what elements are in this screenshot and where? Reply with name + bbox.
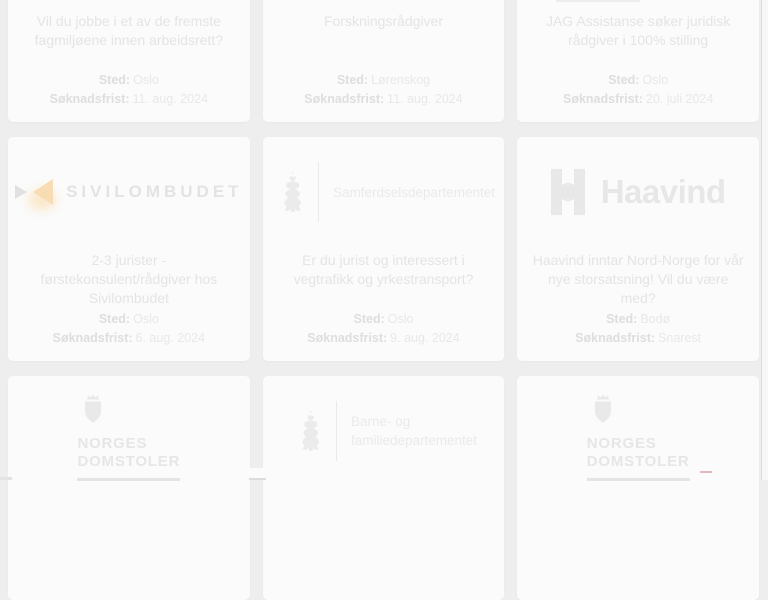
scrollbar-artifact [700,471,712,473]
norges-domstoler-logo [587,393,690,481]
job-location: Sted: Oslo [608,73,669,87]
job-card[interactable] [263,0,505,122]
job-meta [8,310,250,361]
scrollbar-track[interactable] [761,0,768,480]
job-deadline: Søknadsfrist: 11. aug. 2024 [49,92,209,106]
job-meta [517,310,759,361]
job-grid [8,0,759,600]
job-deadline: Søknadsfrist: 20. juli 2024 [563,92,714,106]
court-crest-icon [590,393,616,426]
job-deadline: Søknadsfrist: 9. aug. 2024 [307,331,460,345]
job-card[interactable] [517,137,759,361]
job-title: 2-3 jurister - førstekonsulent/rådgiver hos Sivilombudet [40,252,218,306]
job-location: Sted: Oslo [98,312,159,326]
ministry-wordmark: Samferdselsdepartementet [332,184,496,200]
sivilombudet-logo [15,175,242,209]
company-logo [263,0,505,8]
norges-domstoler-logo [77,393,180,481]
job-title: Haavind inntar Nord-Norge for vår nye storsatsning! Vil du være med? [532,252,744,306]
norwegian-lion-icon [290,410,322,452]
job-deadline: Søknadsfrist: Snarest [575,331,702,345]
logo-divider [336,401,337,461]
job-title: JAG Assistanse søker juridisk rådgiver i 100% stilling [545,13,731,48]
job-meta [517,71,759,122]
job-title: Er du jurist og interessert i vegtrafikk og yrkestransport? [293,252,474,287]
company-logo [8,137,250,247]
job-deadline: Søknadsfrist: 11. aug. 2024 [304,92,463,106]
job-card[interactable] [263,376,505,600]
sivilombudet-arrows-icon [15,175,53,209]
job-card[interactable] [517,0,759,122]
job-location: Sted: Lørenskog [336,73,431,87]
job-card[interactable] [263,137,505,361]
haavind-logo [551,169,726,215]
job-location: Sted: Oslo [98,73,159,87]
domstoler-wordmark-line1: NORGES [77,435,148,452]
job-title: Forskningsrådgiver [323,13,444,29]
sivilombudet-wordmark: SIVILOMBUDET [66,182,243,201]
haavind-wordmark: Haavind [600,173,726,210]
cutoff-logo-remnant [556,0,640,2]
company-logo [8,376,250,486]
job-meta [263,310,505,361]
norwegian-lion-icon [272,171,304,213]
company-logo [8,0,250,8]
job-card[interactable] [517,376,759,600]
job-title: Vil du jobbe i et av de fremste fagmiljøene innen arbeidsrett? [34,13,223,48]
company-logo [263,137,505,247]
domstoler-wordmark-line2: DOMSTOLER [586,453,690,470]
job-location: Sted: Oslo [353,312,414,326]
job-card[interactable] [8,0,250,122]
job-meta [8,71,250,122]
logo-divider [318,162,319,222]
job-location: Sted: Bodø [606,312,671,326]
court-crest-icon [80,393,106,426]
job-card[interactable] [8,376,250,600]
samferdselsdepartementet-logo [272,162,495,222]
job-deadline: Søknadsfrist: 6. aug. 2024 [52,331,206,345]
company-logo [517,137,759,247]
domstoler-wordmark-line2: DOMSTOLER [77,453,181,470]
haavind-h-icon [551,169,585,215]
job-card[interactable] [8,137,250,361]
ministry-wordmark: Barne- og familiedepartementet [350,414,478,448]
company-logo [517,376,759,486]
barne-og-familiedepartementet-logo [290,401,477,461]
domstoler-wordmark-line1: NORGES [586,435,657,452]
job-meta [263,71,505,122]
bottom-edge-notch [249,468,266,480]
company-logo [263,376,505,486]
